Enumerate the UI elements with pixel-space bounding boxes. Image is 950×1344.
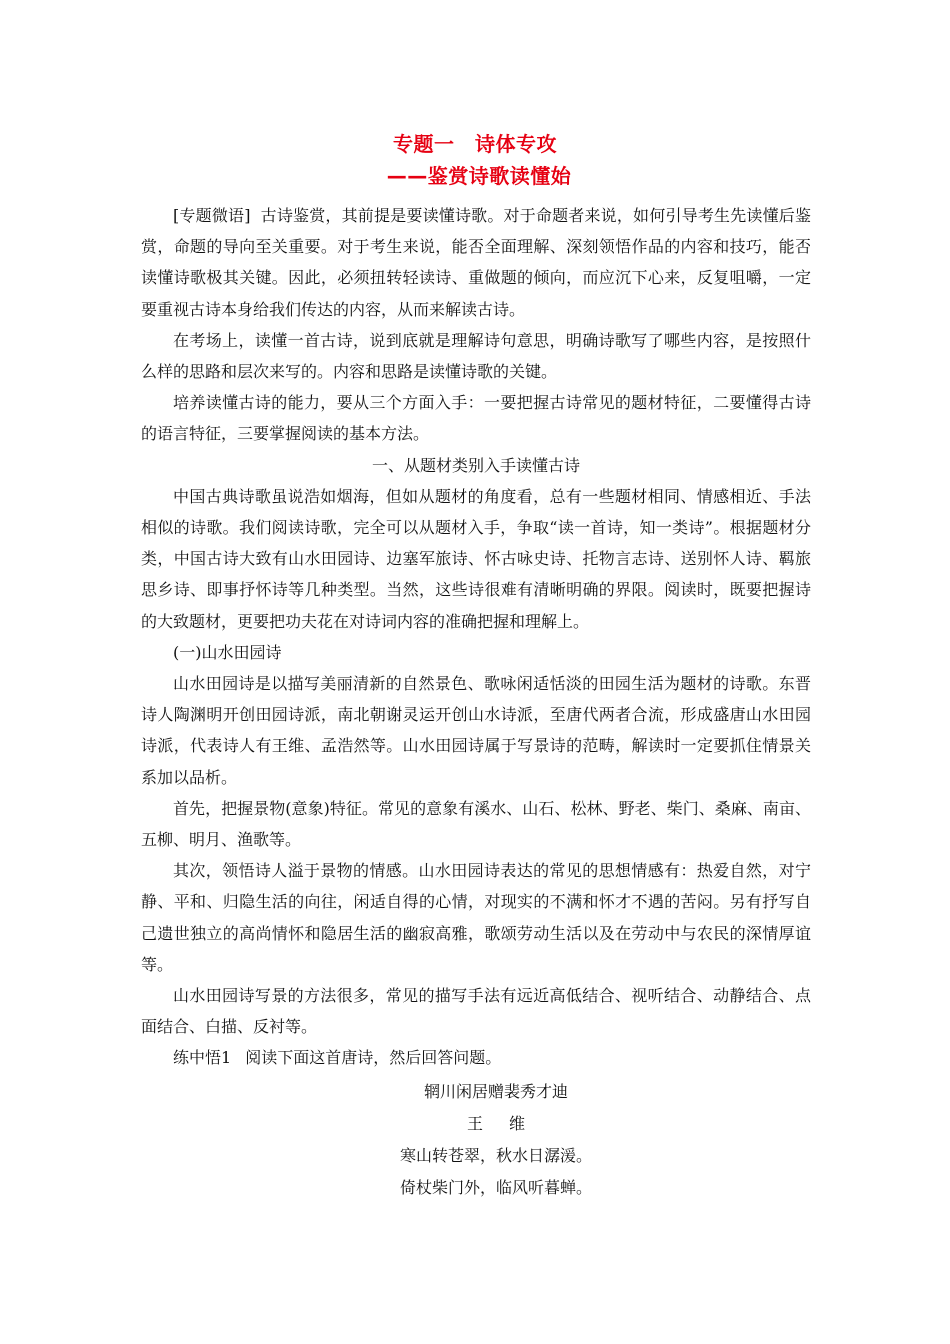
poem-author-first: 王 bbox=[466, 1113, 483, 1133]
exercise-prompt-text: 阅读下面这首唐诗，然后回答问题。 bbox=[245, 1048, 502, 1068]
document-body bbox=[141, 200, 811, 1204]
section-paragraph-4: 其次，领悟诗人溢于景物的情感。山水田园诗表达的常见的思想情感有：热爱自然，对宁静、平和、归隐生活的向往，闲适自得的心情，对现实的不满和怀才不遇的苦闷。另有抒写自己遗世独立的高尚情怀和隐居生活的幽寂高雅，歌颂劳动生活以及在劳动中与农民的深情厚谊等。 bbox=[141, 861, 811, 974]
intro-paragraph-3: 培养读懂古诗的能力，要从三个方面入手：一要把握古诗常见的题材特征，二要懂得古诗的语言特征，三要掌握阅读的基本方法。 bbox=[141, 393, 811, 444]
section-paragraph-5: 山水田园诗写景的方法很多，常见的描写手法有远近高低结合、视听结合、动静结合、点面结合、白描、反衬等。 bbox=[141, 986, 811, 1037]
page-title: 专题一 诗体专攻 bbox=[393, 132, 557, 156]
intro-paragraph-1-text: 古诗鉴赏，其前提是要读懂诗歌。对于命题者来说，如何引导考生先读懂后鉴赏，命题的导向至关重要。对于考生来说，能否全面理解、深刻领悟作品的内容和技巧，能否读懂诗歌极其关键。因此，必须扭转轻读诗、重做题的倾向，而应沉下心来，反复咀嚼，一定要重视古诗本身给我们传达的内容，从而来解读古诗。 bbox=[141, 206, 811, 319]
poem-author-last: 维 bbox=[509, 1113, 526, 1133]
intro-paragraph-1 bbox=[141, 200, 811, 325]
section-paragraph-2: 山水田园诗是以描写美丽清新的自然景色、歌咏闲适恬淡的田园生活为题材的诗歌。东晋诗人陶渊明开创田园诗派，南北朝谢灵运开创山水诗派，至唐代两者合流，形成盛唐山水田园诗派，代表诗人有王维、孟浩然等。山水田园诗属于写景诗的范畴，解读时一定要抓住情景关系加以品析。 bbox=[141, 674, 811, 787]
poem-author bbox=[141, 1108, 811, 1140]
poem-line: 寒山转苍翠，秋水日潺湲。 bbox=[399, 1145, 592, 1165]
page-subtitle: ——鉴赏诗歌读懂始 bbox=[386, 164, 572, 188]
section-heading: 一、从题材类别入手读懂古诗 bbox=[371, 455, 580, 475]
subsection-heading: (一)山水田园诗 bbox=[173, 642, 282, 662]
intro-tag: [专题微语] bbox=[173, 206, 251, 225]
exercise-label: 练中悟1 bbox=[173, 1048, 232, 1068]
section-paragraph-3: 首先，把握景物(意象)特征。常见的意象有溪水、山石、松林、野老、柴门、桑麻、南亩、五柳、明月、渔歌等。 bbox=[141, 798, 811, 850]
poem-line: 倚杖柴门外，临风听暮蝉。 bbox=[399, 1177, 592, 1197]
section-paragraph-1: 中国古典诗歌虽说浩如烟海，但如从题材的角度看，总有一些题材相同、情感相近、手法相似的诗歌。我们阅读诗歌，完全可以从题材入手，争取“读一首诗，知一类诗”。根据题材分类，中国古诗大致有山水田园诗、边塞军旅诗、怀古咏史诗、托物言志诗、送别怀人诗、羁旅思乡诗、即事抒怀诗等几种类型。当然，这些诗很难有清晰明确的界限。阅读时，既要把握诗的大致题材，更要把功夫花在对诗词内容的准确把握和理解上。 bbox=[141, 486, 811, 631]
intro-paragraph-2: 在考场上，读懂一首古诗，说到底就是理解诗句意思，明确诗歌写了哪些内容，是按照什么样的思路和层次来写的。内容和思路是读懂诗歌的关键。 bbox=[141, 330, 811, 382]
poem-title: 辋川闲居赠裴秀才迪 bbox=[423, 1081, 568, 1101]
title-block bbox=[0, 128, 950, 192]
exercise-prompt bbox=[141, 1042, 811, 1073]
